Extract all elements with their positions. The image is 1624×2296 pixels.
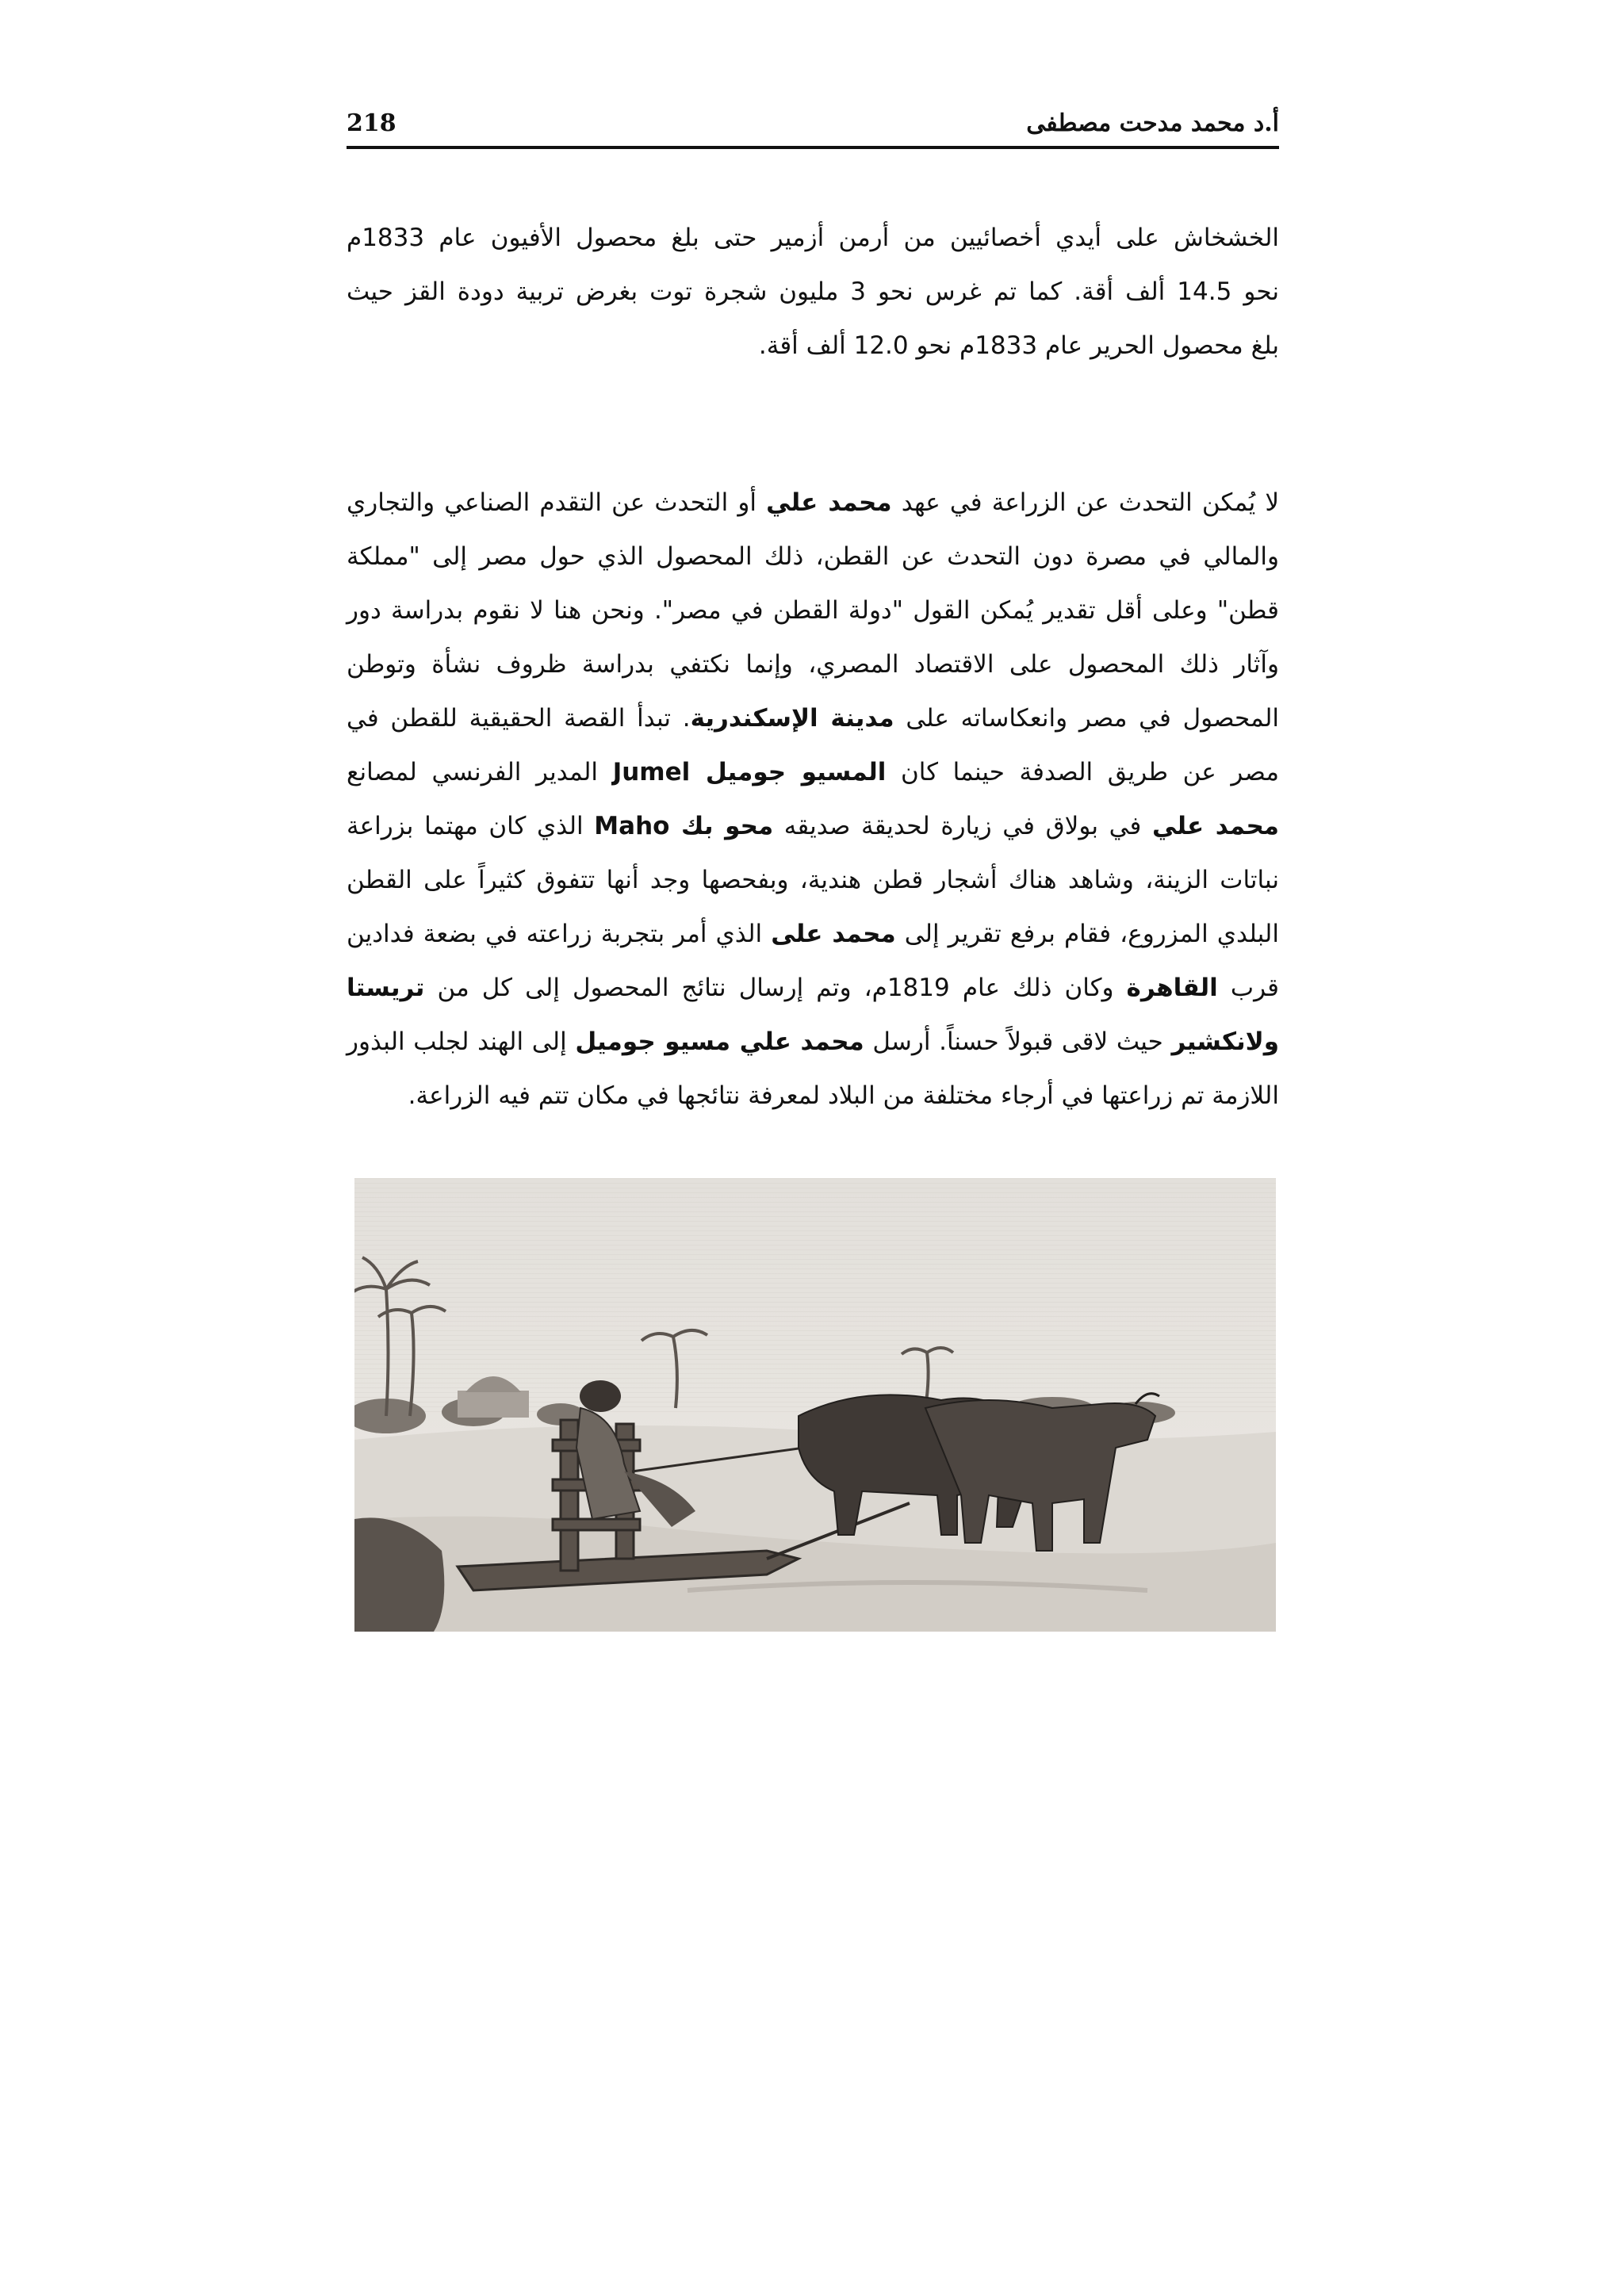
text-line: اللازمة تم زراعتها في أرجاء مختلفة من البلاد لمعرفة نتائجها في مكان تتم فيه الزراعة. xyxy=(408,1081,1279,1110)
header-divider xyxy=(347,146,1279,149)
paragraph-opium-silk xyxy=(347,211,1279,373)
text-line: لا يُمكن التحدث عن الزراعة في عهد محمد علي أو التحدث عن التقدم الصناعي والتجاري xyxy=(347,488,1280,517)
bold-name: محمد علي مسيو جوميل xyxy=(575,1027,864,1056)
text-line: مصر عن طريق الصدفة حينما كان المسيو جوميل Jumel المدير الفرنسي لمصانع xyxy=(347,758,1279,786)
running-head-author: أ.د محمد مدحت مصطفى xyxy=(1026,109,1279,137)
text-line: قرب القاهرة وكان ذلك عام 1819م، وتم إرسال نتائج المحصول إلى كل من تريستا xyxy=(347,974,1279,1002)
text-line: البلدي المزروع، فقام برفع تقرير إلى محمد على الذي أمر بتجربة زراعته في بضعة فدادين xyxy=(347,920,1279,948)
text-line: قطن" وعلى أقل تقدير يُمكن القول "دولة القطن في مصر". ونحن هنا لا نقوم بدراسة دور xyxy=(347,596,1279,625)
text-line: نباتات الزينة، وشاهد هناك أشجار قطن هندية، وبفحصها وجد أنها تتفوق كثيراً على القطن xyxy=(347,866,1279,894)
text-line: بلغ محصول الحرير عام 1833م نحو 12.0 ألف أقة. xyxy=(758,331,1279,360)
text-line: الخشخاش على أيدي أخصائيين من أرمن أزمير حتى بلغ محصول الأفيون عام 1833م xyxy=(347,224,1279,252)
paragraph-cotton-history xyxy=(347,476,1279,1123)
bold-name: محمد على xyxy=(771,920,896,948)
text-line: نحو 14.5 ألف أقة. كما تم غرس نحو 3 مليون شجرة توت بغرض تربية دودة القز حيث xyxy=(347,277,1279,306)
engraving-illustration xyxy=(354,1178,1276,1632)
bold-name: ولانكشير xyxy=(1171,1027,1279,1056)
page-header xyxy=(347,101,1279,149)
bold-name: محمد علي xyxy=(1151,812,1279,840)
text-line: ولانكشير حيث لاقى قبولاً حسناً. أرسل محمد علي مسيو جوميل إلى الهند لجلب البذور xyxy=(347,1027,1279,1056)
text-line: والمالي في مصرة دون التحدث عن القطن، ذلك المحصول الذي حول مصر إلى "مملكة xyxy=(347,542,1279,571)
text-line: المحصول في مصر وانعكاساته على مدينة الإسكندرية. تبدأ القصة الحقيقية للقطن في xyxy=(347,704,1280,733)
bold-name: محو بك Maho xyxy=(594,812,774,840)
threshing-engraving-image xyxy=(354,1178,1276,1632)
text-line: محمد علي في بولاق في زيارة لحديقة صديقه محو بك Maho الذي كان مهتما بزراعة xyxy=(347,812,1279,840)
bold-name: المسيو جوميل Jumel xyxy=(612,758,887,786)
bold-name: محمد علي xyxy=(766,488,892,517)
bold-name: القاهرة xyxy=(1126,974,1218,1002)
page-number: 218 xyxy=(347,109,396,137)
bold-name: تريستا xyxy=(347,974,425,1002)
text-line: وآثار ذلك المحصول على الاقتصاد المصري، وإنما نكتفي بدراسة ظروف نشأة وتوطن xyxy=(347,650,1279,679)
bold-name: مدينة الإسكندرية xyxy=(690,704,894,733)
